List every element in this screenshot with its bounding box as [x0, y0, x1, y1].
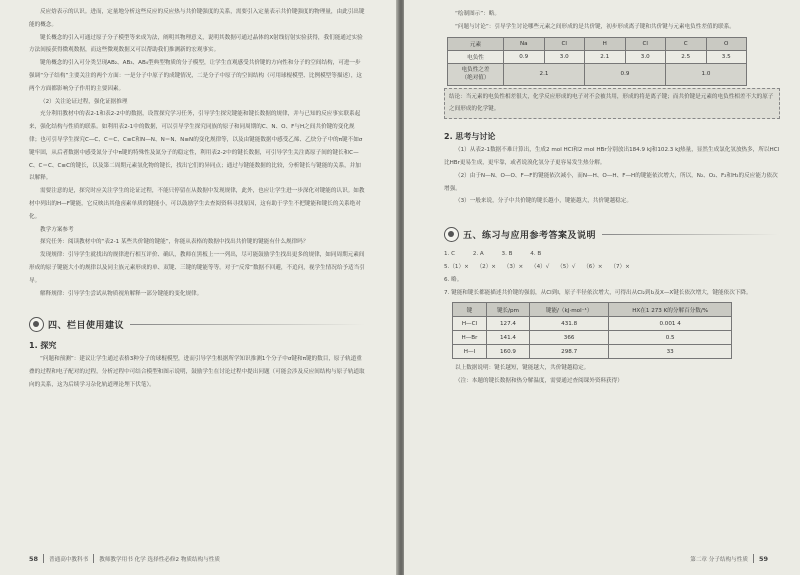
table-row [453, 317, 732, 331]
paragraph: 反应焓表示的认识。进而，定量地分析这些反应的反应热与共价键强度的关系，需要引入定量表示共价键强度的物理量，由此引出键能的概念。 [29, 9, 365, 28]
table-cell: Cl [544, 37, 585, 50]
paragraph: （注：本题的键长数据和热分解温度，需要通过查阅课外资料获得） [455, 378, 623, 385]
section-rule [130, 324, 365, 325]
table-cell: 0.5 [609, 331, 732, 345]
table-cell: 元素 [448, 37, 504, 50]
paragraph: 发现规律：引导学生就找出的规律进行相互评价、确认，教师在黑板上一一列出，尽可能鼓励学生找出更多的规律，如同周期元素间形成的原子键能大小的规律以及同主族元素形成的单、双键、三键的键能等等。对于“反常”数据不回避，不追问，视学生情况给予适当引导。 [29, 252, 365, 284]
table-cell: 2.5 [666, 50, 707, 63]
table-cell: 0.9 [585, 63, 666, 85]
answers-row [444, 261, 780, 274]
answer: （3）× [503, 263, 524, 270]
bond-data-table [452, 302, 732, 359]
answer: （6）× [583, 263, 603, 270]
paragraph: “问题与讨论”：引导学生讨论哪些元素之间形成的是共价键，初步形成离子键和共价键与元素电负性差值的联系。 [455, 23, 735, 30]
table-cell: H—I [453, 345, 487, 359]
table-header-row [453, 303, 732, 317]
paragraph: 教学方案参考 [40, 226, 74, 233]
section-heading-5 [444, 224, 780, 244]
table-cell: Cl [625, 37, 666, 50]
right-footer [690, 554, 768, 563]
right-column [444, 8, 780, 388]
table-cell: 366 [530, 331, 609, 345]
table-cell: 键能/（kJ·mol⁻¹） [530, 303, 609, 317]
left-column [29, 6, 365, 392]
table-cell: 3.0 [544, 50, 585, 63]
answer: 3. B [501, 251, 513, 258]
table-cell: HX在1 273 K的分解百分数/% [609, 303, 732, 317]
section-title: 四、栏目使用建议 [48, 320, 125, 331]
answer: 1. C [444, 251, 456, 258]
section-rule [602, 234, 780, 235]
paragraph: 键长概念的引入可通过原子分子模型等来成为法，阐明其物理意义，说明其数据可通过晶体的X射线衍射实验获得，我们能通过实验方法间接获得微观数据，而这些微观数据又可以帮助我们推测新的宏观事实。 [29, 34, 363, 54]
table-cell: 2.1 [504, 63, 585, 85]
table-cell: 160.9 [486, 345, 529, 359]
section-bullet-icon [444, 227, 459, 242]
table-cell: 298.7 [530, 345, 609, 359]
series-name: 普通高中教科书 [49, 556, 89, 563]
paragraph: 需要注意的是，探究时应关注学生的论证过程，不能只停留在从数据中发现规律，此外，也应让学生进一步深化对键能的认识。如教材中列出的H—F键能，它反映出其他卤素单质的键能小，可以鼓励学生去查阅资料寻找原因，这有助于学生不把键能和键长的关系绝对化。 [29, 188, 365, 220]
paragraph: 解释规律：引导学生尝试从物质视角解释一部分键能的变化规律。 [40, 290, 203, 297]
answer: 2. A [472, 251, 484, 258]
table-cell: H—Br [453, 331, 487, 345]
table-cell: 0.001 4 [609, 317, 732, 331]
table-cell: Na [504, 37, 545, 50]
right-page [404, 0, 800, 575]
table-cell: 3.5 [706, 50, 747, 63]
answer: 7. 键能和键长都能描述共价键的强弱，从Cl到I，原子半径依次增大，可得出从Cl₂到I₂及X—X键长依次增大，键能依次下降。 [444, 289, 752, 296]
paragraph: 键角概念的引入可分类呈现AB₂、AB₃、AB₄型典型物质的分子模型，让学生直观感受共价键的方向性和分子的空间结构，可进一步强调“分子结构”主要关注的两个方面：一是分子中原子的成键情况，二是分子中原子的空间结构（可用球棍模型、比例模型等描述），这两个方面都影响分子作用的主要因素。 [29, 60, 363, 92]
divider [43, 554, 44, 563]
page-number: 58 [29, 554, 39, 563]
table-cell: H [585, 37, 626, 50]
paragraph: 充分利用教材中的表2-1和表2-2中的数据，设置探究学习任务，引导学生探究键能和键长数据的规律，并与已知的反应事实联系起来，强化结构与性质的联系。如利用表2-1中的数据，可以引导学生探究同族的原子和同周期的C、N、O、F与H之间共价键的变化规律；也可引导学生探究C—C、C＝C、C≡C和N—N、N＝N、N≡N的变化规律等，以及由键能数据中感受乙烯、乙炔分子中的π键不如σ键牢固，从后者数据中感受氮分子中π键的特殊性及氮分子的稳定性，利用表2-2中的键长数据，可引导学生关注离原子间的键长和C—C、C＝C、C≡C的键长，以及第二周期元素氢化物的键长，找出它们的异同点；通过与键能数据的比较，分析键长与键能的关系，并加以解释。 [29, 111, 363, 182]
table-cell: C [666, 37, 707, 50]
answers-row [444, 248, 780, 261]
paragraph: 探究任务：阅读教材中的“表2-1 某些共价键的键能”，你能从表格的数据中找出共价键的键能有什么规律吗？ [40, 239, 309, 246]
table-cell: 127.4 [486, 317, 529, 331]
table-row [453, 345, 732, 359]
table-cell: 141.4 [486, 331, 529, 345]
subsection-title: 2. 思考与讨论 [444, 132, 496, 142]
table-cell: 0.9 [504, 50, 545, 63]
chapter-title: 第二章 分子结构与性质 [690, 556, 748, 563]
section-heading-4 [29, 314, 365, 334]
table-cell: 键 [453, 303, 487, 317]
table-cell: 431.8 [530, 317, 609, 331]
answer: 5.（1）× [444, 263, 469, 270]
divider [753, 554, 754, 563]
paragraph: “问题和预测”：建议让学生通过表格3种分子的球棍模型，进而引导学生根据所学知识推测1个分子中σ键和π键的数目，原子轨道重叠的过程和电子配对的过程，分析过程中可结合模型和图示说明，鼓励学生在讨论过程中提出问题（可能会涉及反应间结构与原子轨道取向的关系，这为后续学习杂化轨道理论埋下伏笔）。 [29, 356, 365, 388]
electronegativity-table [447, 37, 747, 86]
section-bullet-icon [29, 317, 44, 332]
paragraph: （3）一般来说，分子中共价键的键长越小，键能越大，共价键越稳定。 [455, 198, 632, 205]
answer: （4）√ [531, 263, 550, 270]
left-footer [29, 554, 220, 563]
answer: （5）√ [557, 263, 576, 270]
cell-line: 电负性之差 [461, 67, 490, 74]
section-title: 五、练习与应用参考答案及说明 [463, 230, 597, 241]
paragraph: （1）从表2-1数据不难计算出，生成2 mol HCl和2 mol HBr分别放出184.9 kJ和102.3 kJ热量，显然生成氯化氢放热多，所以HCl比HBr更易生成，更牢靠，或者说溴化氢分子更容易发生热分解。 [444, 147, 780, 166]
divider [93, 554, 94, 563]
table-cell: O [706, 37, 747, 50]
paragraph: “绘制图示”：略。 [455, 11, 500, 17]
answer: 4. B [530, 251, 542, 258]
table-cell: 键长/pm [486, 303, 529, 317]
table-row [453, 331, 732, 345]
table-row [448, 50, 747, 63]
table-header-row [448, 37, 747, 50]
table-cell: 1.0 [666, 63, 747, 85]
cell-line: （绝对值） [461, 75, 490, 82]
page-number: 59 [758, 554, 768, 563]
conclusion-box: 结论：当元素的电负性相差很大，化学反应形成的电子对不会被共用，形成的将是离子键；而共价键是元素的电负性相差不大的原子之间形成的化学键。 [444, 88, 780, 120]
left-page [0, 0, 398, 575]
paragraph: （2）由于N—N、O—O、F—F的键能依次减小，而N—H、O—H、F—H的键能依次增大，所以，N₂、O₂、F₂和H₂的反应能力依次增强。 [444, 172, 778, 192]
table-cell: H—Cl [453, 317, 487, 331]
subsection-title: 1. 探究 [29, 341, 57, 351]
answer: （7）× [610, 263, 630, 270]
book-title: 教师教学用书 化学 选择性必修2 物质结构与性质 [99, 556, 220, 563]
table-cell: 2.1 [585, 50, 626, 63]
table-cell: 33 [609, 345, 732, 359]
table-cell [448, 63, 504, 85]
paragraph: 以上数据说明：键长越短，键能越大，共价键越稳定。 [455, 365, 590, 372]
answer: 6. 略。 [444, 276, 463, 283]
answer: （2）× [476, 263, 496, 270]
table-cell: 电负性 [448, 50, 504, 63]
paragraph: （2）关注论证过程，强化证据推理 [40, 98, 128, 105]
table-cell: 3.0 [625, 50, 666, 63]
table-row [448, 63, 747, 85]
